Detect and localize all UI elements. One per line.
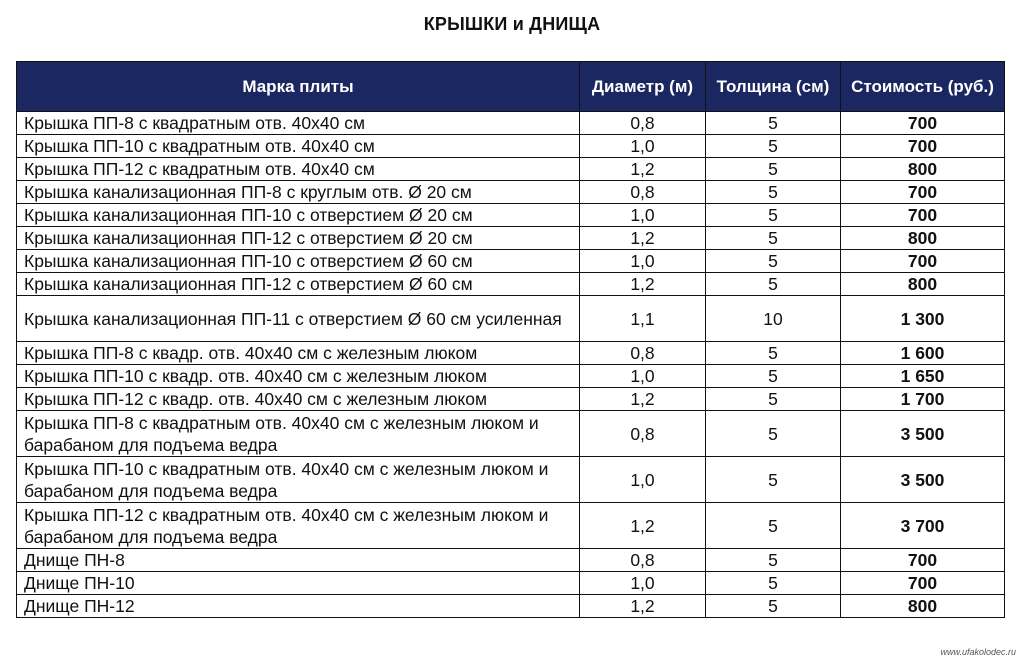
row-price-cell: 700 [841, 112, 1005, 135]
row-name-cell: Крышка ПП-8 с квадр. отв. 40х40 см с железным люком [17, 342, 580, 365]
row-thickness-cell: 5 [706, 135, 841, 158]
row-thickness-cell: 5 [706, 411, 841, 457]
row-name-cell: Днище ПН-8 [17, 549, 580, 572]
row-price-cell: 3 700 [841, 503, 1005, 549]
page-title: КРЫШКИ и ДНИЩА [423, 14, 601, 34]
row-diameter-cell: 1,0 [580, 457, 706, 503]
row-name-cell: Крышка канализационная ПП-10 с отверстием Ø 20 см [17, 204, 580, 227]
row-diameter-cell: 0,8 [580, 411, 706, 457]
row-name-cell: Крышка ПП-8 с квадратным отв. 40х40 см с железным люком и барабаном для подъема ведра [17, 411, 580, 457]
table-row [17, 595, 1005, 618]
row-price-cell: 700 [841, 204, 1005, 227]
table-row [17, 549, 1005, 572]
row-name-cell: Крышка канализационная ПП-12 с отверстием Ø 20 см [17, 227, 580, 250]
row-price-cell: 800 [841, 227, 1005, 250]
row-diameter-cell: 1,0 [580, 365, 706, 388]
table-row [17, 250, 1005, 273]
table-row [17, 112, 1005, 135]
row-thickness-cell: 5 [706, 112, 841, 135]
table-row [17, 503, 1005, 549]
row-price-cell: 800 [841, 595, 1005, 618]
row-thickness-cell: 5 [706, 250, 841, 273]
row-diameter-cell: 1,2 [580, 388, 706, 411]
table-row [17, 572, 1005, 595]
table-row [17, 181, 1005, 204]
header-thickness: Толщина (см) [706, 62, 841, 112]
table-row [17, 135, 1005, 158]
row-price-cell: 1 700 [841, 388, 1005, 411]
row-diameter-cell: 1,2 [580, 158, 706, 181]
row-thickness-cell: 5 [706, 549, 841, 572]
row-price-cell: 1 600 [841, 342, 1005, 365]
row-price-cell: 3 500 [841, 411, 1005, 457]
price-table [16, 61, 1005, 618]
table-row [17, 273, 1005, 296]
header-brand: Марка плиты [17, 62, 580, 112]
table-body [17, 112, 1005, 618]
row-name-cell: Крышка канализационная ПП-10 с отверстием Ø 60 см [17, 250, 580, 273]
row-diameter-cell: 1,2 [580, 227, 706, 250]
row-name-cell: Крышка канализационная ПП-12 с отверстием Ø 60 см [17, 273, 580, 296]
row-diameter-cell: 1,1 [580, 296, 706, 342]
row-thickness-cell: 5 [706, 204, 841, 227]
row-thickness-cell: 5 [706, 227, 841, 250]
table-row [17, 296, 1005, 342]
row-diameter-cell: 0,8 [580, 549, 706, 572]
table-row [17, 342, 1005, 365]
row-diameter-cell: 0,8 [580, 342, 706, 365]
table-row [17, 457, 1005, 503]
row-thickness-cell: 5 [706, 457, 841, 503]
row-thickness-cell: 5 [706, 158, 841, 181]
row-thickness-cell: 5 [706, 342, 841, 365]
row-name-cell: Крышка канализационная ПП-11 с отверстием Ø 60 см усиленная [17, 296, 580, 342]
row-name-cell: Крышка ПП-8 с квадратным отв. 40х40 см [17, 112, 580, 135]
row-name-cell: Крышка ПП-10 с квадратным отв. 40х40 см с железным люком и барабаном для подъема ведра [17, 457, 580, 503]
row-price-cell: 700 [841, 549, 1005, 572]
row-diameter-cell: 1,2 [580, 273, 706, 296]
header-price: Стоимость (руб.) [841, 62, 1005, 112]
table-row [17, 227, 1005, 250]
row-name-cell: Крышка ПП-12 с квадратным отв. 40х40 см [17, 158, 580, 181]
row-diameter-cell: 1,2 [580, 595, 706, 618]
row-name-cell: Крышка ПП-10 с квадратным отв. 40х40 см [17, 135, 580, 158]
row-price-cell: 800 [841, 273, 1005, 296]
header-row [17, 62, 1005, 112]
row-diameter-cell: 0,8 [580, 112, 706, 135]
row-price-cell: 800 [841, 158, 1005, 181]
row-diameter-cell: 1,0 [580, 250, 706, 273]
row-diameter-cell: 1,0 [580, 204, 706, 227]
row-name-cell: Днище ПН-10 [17, 572, 580, 595]
row-price-cell: 3 500 [841, 457, 1005, 503]
row-price-cell: 700 [841, 572, 1005, 595]
table-row [17, 365, 1005, 388]
row-price-cell: 1 650 [841, 365, 1005, 388]
row-name-cell: Крышка ПП-10 с квадр. отв. 40х40 см с железным люком [17, 365, 580, 388]
row-name-cell: Крышка ПП-12 с квадратным отв. 40х40 см с железным люком и барабаном для подъема ведра [17, 503, 580, 549]
row-thickness-cell: 5 [706, 181, 841, 204]
row-thickness-cell: 5 [706, 388, 841, 411]
row-price-cell: 700 [841, 135, 1005, 158]
row-diameter-cell: 0,8 [580, 181, 706, 204]
row-diameter-cell: 1,0 [580, 572, 706, 595]
header-diameter: Диаметр (м) [580, 62, 706, 112]
row-thickness-cell: 5 [706, 365, 841, 388]
row-price-cell: 700 [841, 250, 1005, 273]
row-thickness-cell: 5 [706, 503, 841, 549]
row-thickness-cell: 5 [706, 595, 841, 618]
table-row [17, 158, 1005, 181]
row-thickness-cell: 5 [706, 273, 841, 296]
row-name-cell: Днище ПН-12 [17, 595, 580, 618]
row-diameter-cell: 1,0 [580, 135, 706, 158]
row-diameter-cell: 1,2 [580, 503, 706, 549]
row-thickness-cell: 5 [706, 572, 841, 595]
watermark: www.ufakolodec.ru [940, 647, 1016, 657]
row-thickness-cell: 10 [706, 296, 841, 342]
row-name-cell: Крышка канализационная ПП-8 с круглым отв. Ø 20 см [17, 181, 580, 204]
table-row [17, 411, 1005, 457]
row-price-cell: 1 300 [841, 296, 1005, 342]
table-row [17, 388, 1005, 411]
row-price-cell: 700 [841, 181, 1005, 204]
row-name-cell: Крышка ПП-12 с квадр. отв. 40х40 см с железным люком [17, 388, 580, 411]
table-row [17, 204, 1005, 227]
